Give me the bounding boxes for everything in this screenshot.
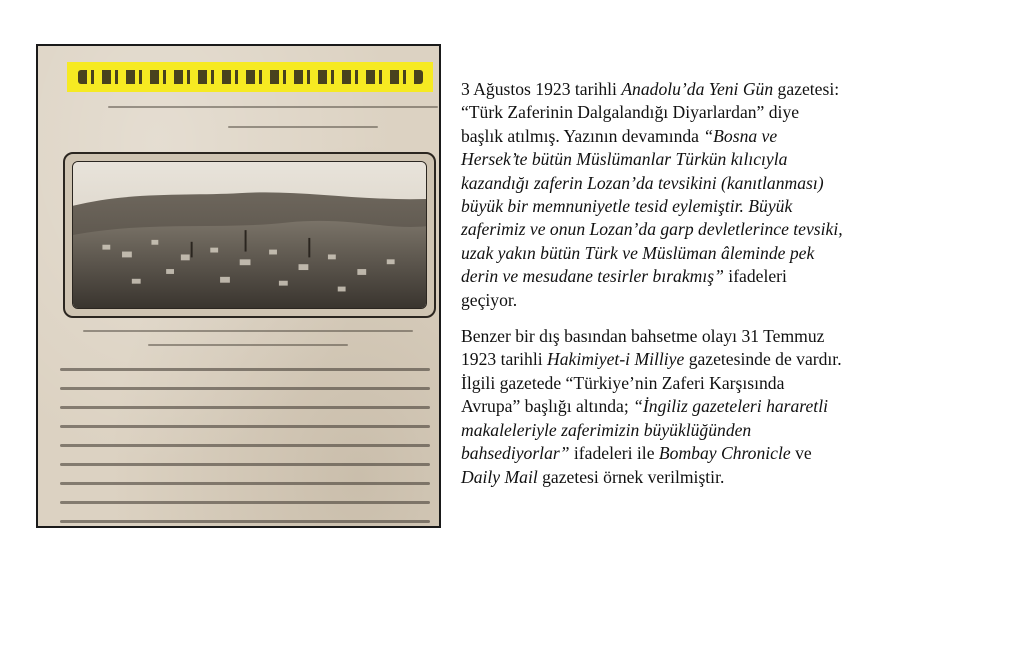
text-line (461, 242, 941, 265)
photo-caption-line (148, 344, 348, 346)
text-line (461, 442, 941, 465)
text-line (461, 125, 941, 148)
text-segment: 3 Ağustos 1923 tarihli (461, 79, 622, 99)
italic-segment: “Bosna ve (703, 125, 778, 146)
text-line (461, 348, 941, 371)
text-line (461, 372, 941, 395)
text-segment: ifadeleri ile (569, 443, 659, 464)
text-line (461, 172, 941, 195)
photo-caption-line (83, 330, 413, 332)
article-text-line (60, 406, 430, 409)
text-segment: başlık atılmış. Yazının devamında (461, 125, 704, 146)
newspaper-clipping-image (36, 44, 441, 528)
town-photograph-svg (73, 162, 426, 308)
text-segment: 1923 tarihli (461, 349, 548, 370)
text-segment: geçiyor. (461, 289, 518, 310)
text-line (461, 265, 941, 288)
text-segment: Avrupa” başlığı altında; (461, 396, 634, 417)
italic-segment: Hersek’te bütün Müslümanlar Türkün kılıcıyla (461, 149, 788, 170)
town-photograph-frame (63, 152, 436, 318)
text-segment: gazetesi: (773, 79, 840, 99)
paragraph-1 (461, 78, 941, 312)
text-segment: ve (790, 443, 812, 464)
text-line (461, 218, 941, 241)
italic-segment: Bombay Chronicle (658, 443, 791, 464)
text-line (461, 419, 941, 442)
italic-segment: büyük bir memnuniyetle tesid eylemiştir. Büyük (461, 196, 793, 217)
text-line (461, 289, 941, 312)
paragraph-2 (461, 325, 941, 489)
text-segment: gazetesinde de vardır. (684, 349, 842, 370)
subheading-line (228, 126, 378, 128)
text-line (461, 395, 941, 418)
italic-segment: derin ve mesudane tesirler bırakmış” (461, 266, 724, 287)
article-text-line (60, 520, 430, 523)
text-line (461, 195, 941, 218)
italic-segment: “İngiliz gazeteleri hararetli (633, 396, 828, 417)
text-line (461, 466, 941, 489)
text-segment: “Türk Zaferinin Dalgalandığı Diyarlardan” diye (461, 102, 800, 123)
italic-segment: Hakimiyet-i Milliye (547, 349, 685, 370)
subheading-line (108, 106, 438, 108)
italic-segment: Anadolu’da Yeni Gün (621, 79, 774, 99)
italic-segment: Daily Mail (461, 466, 538, 487)
article-text-line (60, 425, 430, 428)
text-line (461, 101, 941, 124)
article-text-line (60, 368, 430, 371)
article-text (461, 78, 941, 502)
text-segment: Benzer bir dış basından bahsetme olayı 31 Temmuz (461, 326, 825, 347)
text-line (461, 148, 941, 171)
italic-segment: bahsediyorlar” (461, 443, 570, 464)
article-text-line (60, 501, 430, 504)
headline-ottoman-script (78, 70, 423, 84)
text-segment: İlgili gazetede “Türkiye’nin Zaferi Karşısında (461, 372, 785, 393)
text-line (461, 325, 941, 348)
article-text-line (60, 482, 430, 485)
town-photograph (72, 161, 427, 309)
text-segment: gazetesi örnek verilmiştir. (537, 466, 725, 487)
italic-segment: uzak yakın bütün Türk ve Müslüman âleminde pek (461, 242, 815, 263)
italic-segment: makaleleriyle zaferimizin büyüklüğünden (461, 419, 752, 440)
text-segment: ifadeleri (723, 266, 787, 287)
italic-segment: kazandığı zaferin Lozan’da tevsikini (kanıtlanması) (461, 172, 824, 193)
article-text-line (60, 463, 430, 466)
text-line (461, 78, 941, 101)
italic-segment: zaferimiz ve onun Lozan’da garp devletlerince tevsiki, (461, 219, 843, 240)
article-text-line (60, 444, 430, 447)
article-text-line (60, 387, 430, 390)
